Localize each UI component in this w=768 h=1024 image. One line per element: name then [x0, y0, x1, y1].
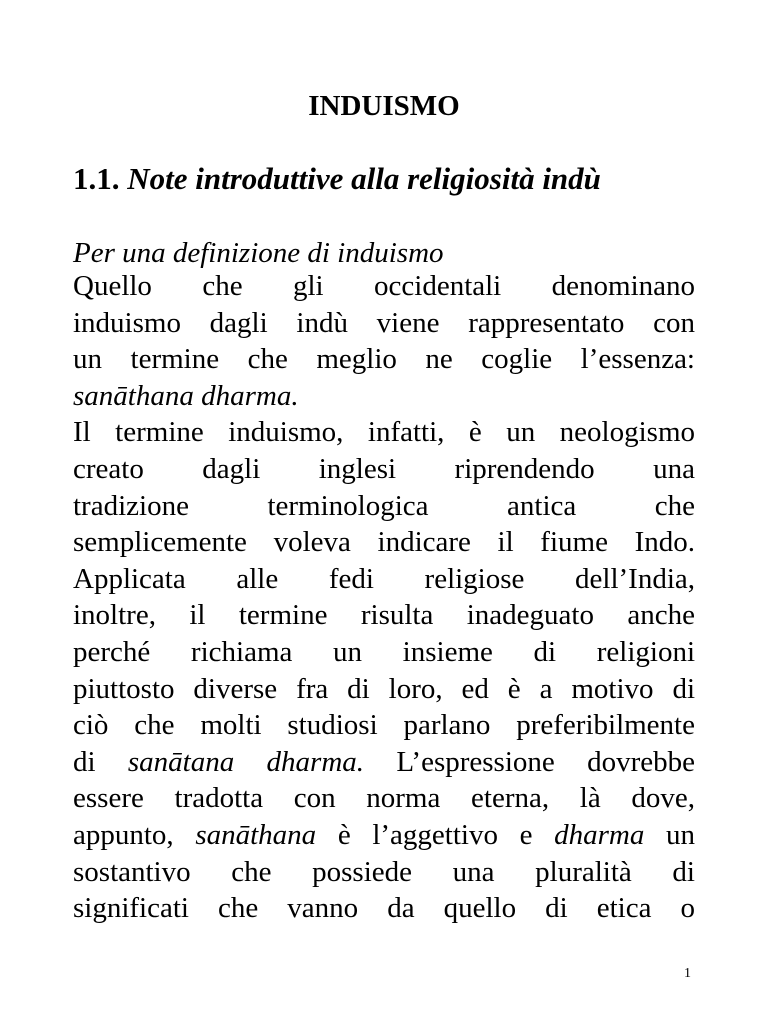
text-run: induismo dagli indù viene rappresentato con [73, 306, 695, 339]
text-run: Il termine induismo, infatti, è un neologismo [73, 416, 695, 449]
text-run: semplicemente voleva indicare il fiume Indo. [73, 526, 695, 559]
text-line [73, 268, 695, 305]
text-run: inoltre, il termine risulta inadeguato anche [73, 599, 695, 632]
text-line [73, 524, 695, 561]
italic-term: sanāthana dharma. [73, 379, 299, 412]
document-title: INDUISMO [308, 90, 460, 122]
text-run: ciò che molti studiosi parlano preferibilmente [73, 709, 695, 742]
text-run: Applicata alle fedi religiose dell’India, [73, 562, 695, 595]
text-line [73, 817, 695, 854]
section-heading [73, 160, 601, 198]
text-line [73, 414, 695, 451]
text-run: perché richiama un insieme di religioni [73, 635, 695, 668]
text-run: di [73, 745, 128, 778]
text-line [73, 890, 695, 927]
text-run: tradizione terminologica antica che [73, 489, 695, 522]
text-line [73, 305, 695, 342]
text-line [73, 634, 695, 671]
italic-term: dharma [554, 818, 645, 851]
text-run: essere tradotta con norma eterna, là dove, [73, 782, 695, 815]
text-line [73, 451, 695, 488]
section-number: 1.1. [73, 161, 120, 196]
text-line [73, 341, 695, 378]
text-run: un termine che meglio ne coglie l’essenza: [73, 343, 695, 376]
text-run: significati che vanno da quello di etica o [73, 892, 695, 925]
text-run: un [644, 818, 696, 851]
text-run: Quello che gli occidentali denominano [73, 270, 695, 302]
text-line [73, 854, 695, 891]
text-run: creato dagli inglesi riprendendo una [73, 452, 695, 485]
text-line [73, 378, 695, 415]
page-number: 1 [684, 966, 691, 981]
text-run: è l’aggettivo e [316, 818, 555, 851]
text-line [73, 671, 695, 708]
text-run: appunto, [73, 818, 196, 851]
text-run: piuttosto diverse fra di loro, ed è a motivo di [73, 672, 695, 705]
text-line [73, 780, 695, 817]
text-run: sostantivo che possiede una pluralità di [73, 855, 695, 888]
italic-term: sanātana dharma. [127, 745, 365, 778]
text-line [73, 707, 695, 744]
text-line [73, 561, 695, 598]
text-line [73, 488, 695, 525]
text-line [73, 744, 695, 781]
subheading: Per una definizione di induismo [73, 237, 444, 269]
body-paragraph [73, 268, 695, 927]
section-title: Note introduttive alla religiosità indù [127, 161, 601, 196]
text-line [73, 597, 695, 634]
italic-term: sanāthana [195, 818, 317, 851]
text-run: L’espressione dovrebbe [364, 745, 695, 778]
